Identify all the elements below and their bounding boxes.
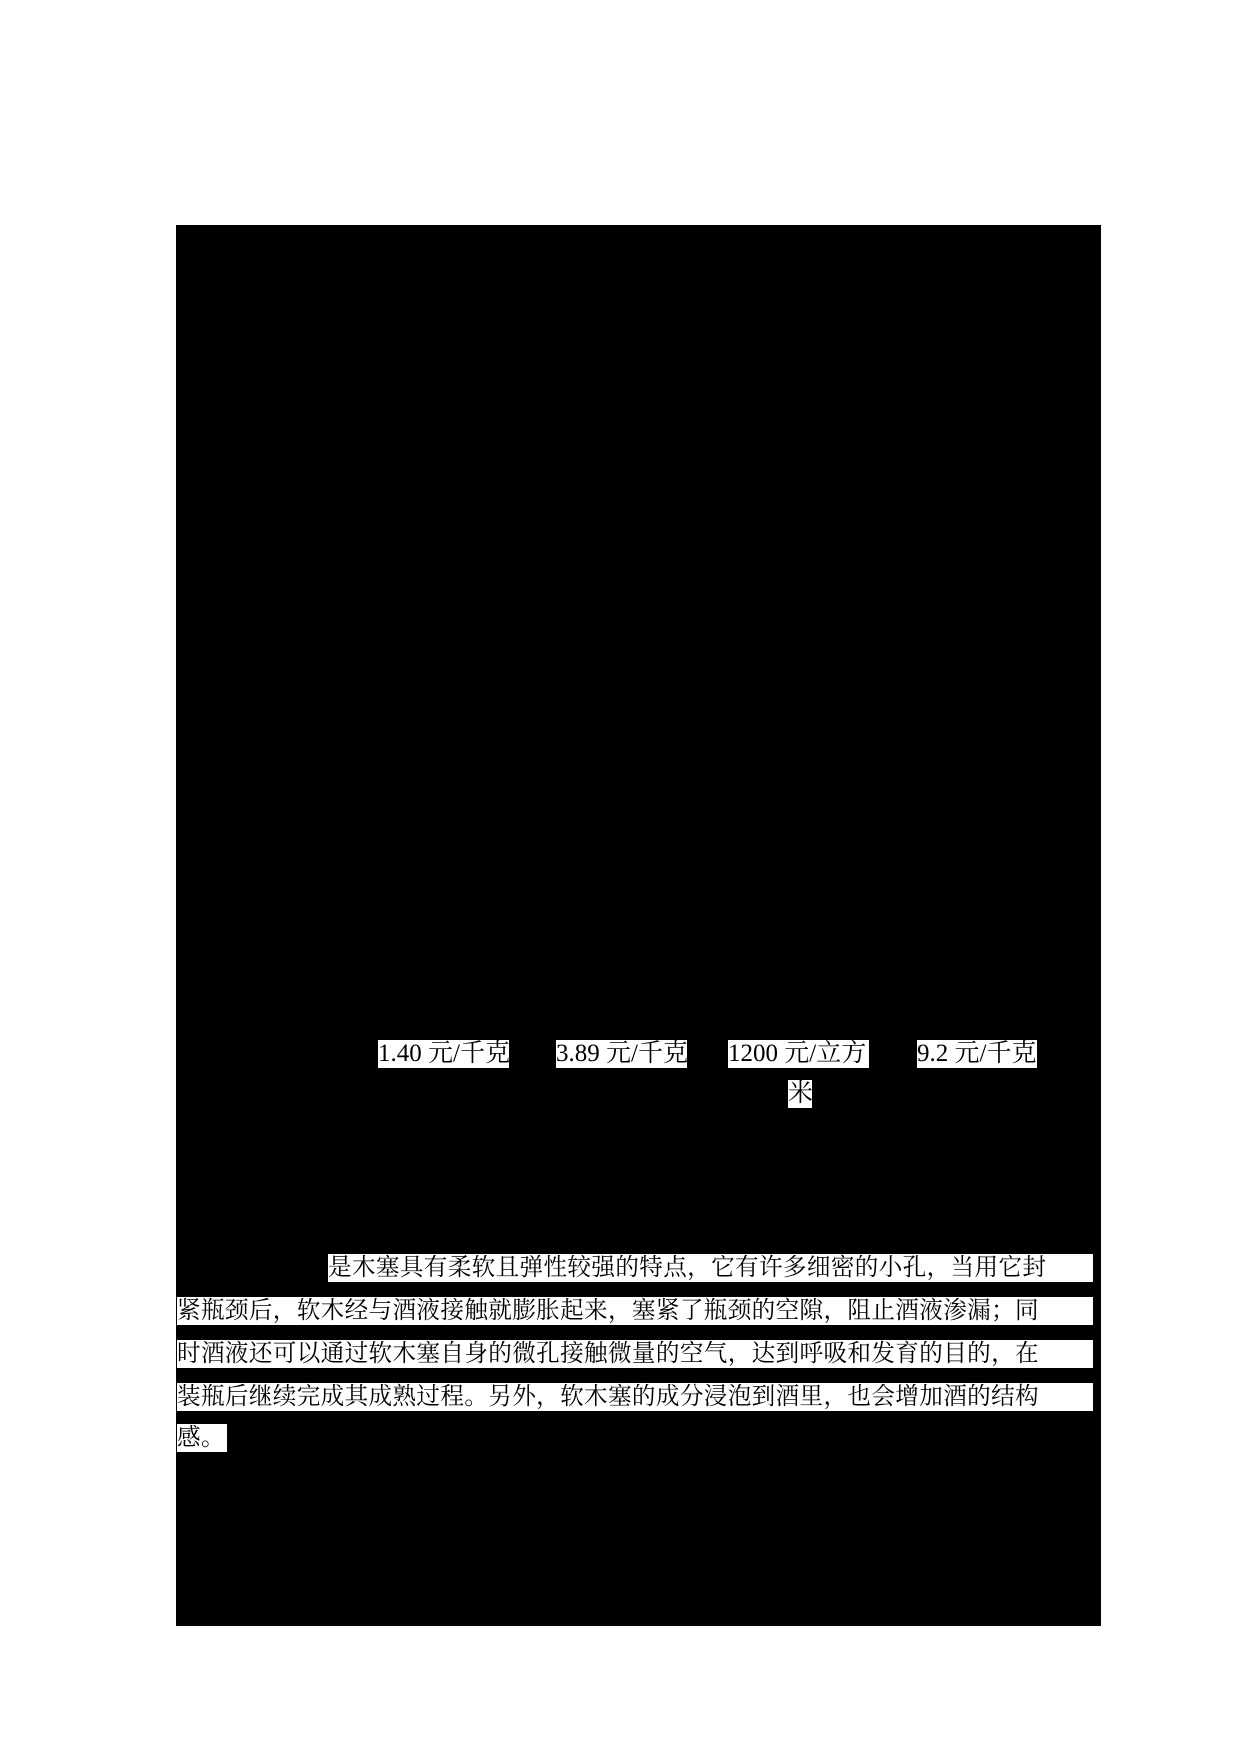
paragraph-line-3: 时酒液还可以通过软木塞自身的微孔接触微量的空气，达到呼吸和发育的目的，在 bbox=[177, 1340, 1093, 1368]
paragraph-line-1: 是木塞具有柔软且弹性较强的特点，它有许多细密的小孔，当用它封 bbox=[328, 1254, 1093, 1282]
paragraph-line-2: 紧瓶颈后，软木经与酒液接触就膨胀起来，塞紧了瓶颈的空隙，阻止酒液渗漏；同 bbox=[177, 1297, 1093, 1325]
paragraph-line-5: 感。 bbox=[177, 1424, 227, 1452]
redacted-content-block bbox=[176, 225, 1101, 1626]
price-cell-3-wrap: 米 bbox=[788, 1080, 814, 1107]
paragraph-line-4: 装瓶后继续完成其成熟过程。另外，软木塞的成分浸泡到酒里，也会增加酒的结构 bbox=[177, 1383, 1093, 1411]
price-cell-3: 1200 元/立方 bbox=[728, 1040, 869, 1068]
price-cell-4: 9.2 元/千克 bbox=[917, 1040, 1037, 1067]
price-cell-2: 3.89 元/千克 bbox=[556, 1040, 688, 1067]
price-cell-1: 1.40 元/千克 bbox=[378, 1040, 510, 1067]
